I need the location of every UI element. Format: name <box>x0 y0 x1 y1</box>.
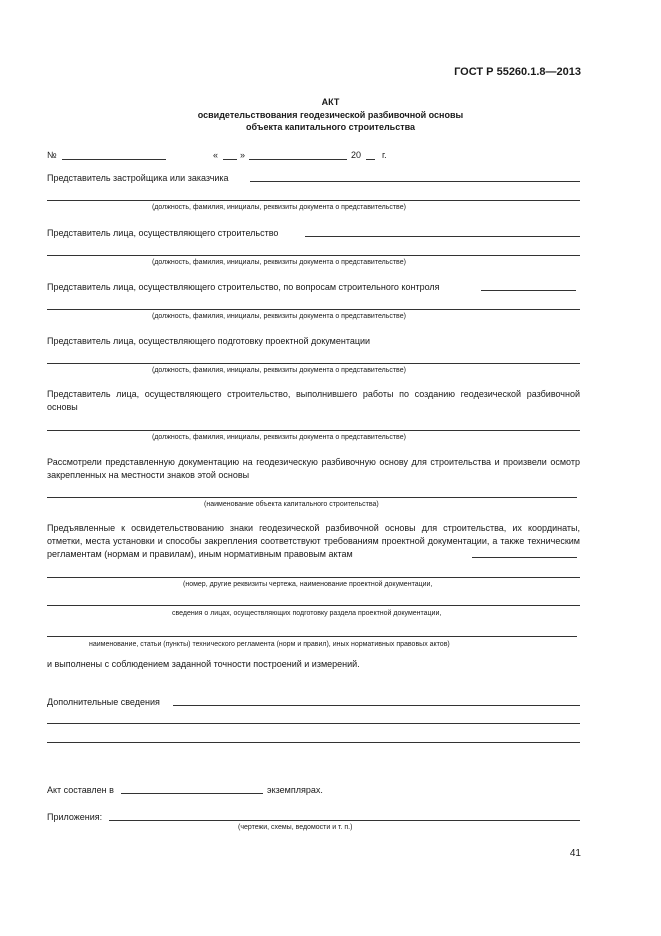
act-subtitle: освидетельствования геодезической разбивочной основы <box>197 110 464 120</box>
designer-label: Представитель лица, осуществляющего подготовку проектной документации <box>47 336 371 346</box>
control-field[interactable] <box>481 290 576 291</box>
geodesy-caption: (должность, фамилия, инициалы, реквизиты документа о представительстве) <box>152 434 406 441</box>
additional-field[interactable] <box>173 705 580 706</box>
copies-field[interactable] <box>121 793 263 794</box>
builder-caption: (должность, фамилия, инициалы, реквизиты документа о представительстве) <box>152 259 406 266</box>
builder-label: Представитель лица, осуществляющего строительство <box>47 228 279 238</box>
builder-field[interactable] <box>305 236 580 237</box>
year-suffix: г. <box>382 150 387 160</box>
day-field[interactable] <box>223 159 237 160</box>
additional-label: Дополнительные сведения <box>47 697 160 707</box>
geodesy-label: Представитель лица, осуществляющего строительство, выполнившего работы по созданию геодезической разбивочной основы <box>47 389 580 412</box>
presented-text: Предъявленные к освидетельствованию знаки геодезической разбивочной основы для строительства, их координаты, отметки, места установки и способы закрепления соответствуют требованиям проектной документации, а также техническим регламентам (нормам и правилам), иным нормативным правовым актам <box>47 523 580 559</box>
regulations-field-2[interactable] <box>47 636 577 637</box>
number-field[interactable] <box>62 159 166 160</box>
standard-code: ГОСТ Р 55260.1.8—2013 <box>454 66 581 78</box>
builder-field-2[interactable] <box>47 255 580 256</box>
accuracy-text: и выполнены с соблюдением заданной точности построений и измерений. <box>47 659 360 669</box>
year-prefix: 20 <box>351 150 362 160</box>
geodesy-field[interactable] <box>47 430 580 431</box>
developer-label: Представитель застройщика или заказчика <box>47 173 229 183</box>
copies-prefix: Акт составлен в <box>47 785 114 795</box>
drawing-field[interactable] <box>47 577 580 578</box>
persons-caption: сведения о лицах, осуществляющих подготовку раздела проектной документации, <box>172 610 442 617</box>
act-title: АКТ <box>321 97 340 107</box>
drawing-caption: (номер, другие реквизиты чертежа, наименование проектной документации, <box>183 581 433 588</box>
additional-field-2[interactable] <box>47 723 580 724</box>
attachments-field[interactable] <box>109 820 580 821</box>
quote-open: « <box>213 150 219 160</box>
act-subtitle-object: объекта капитального строительства <box>245 122 416 132</box>
number-sign: № <box>47 150 57 160</box>
year-field[interactable] <box>366 159 375 160</box>
control-caption: (должность, фамилия, инициалы, реквизиты документа о представительстве) <box>152 313 406 320</box>
copies-suffix: экземплярах. <box>267 785 323 795</box>
control-field-2[interactable] <box>47 309 580 310</box>
regulations-caption: наименование, статьи (пункты) технического регламента (норм и правил), иных нормативных правовых актов) <box>89 641 450 648</box>
quote-close: » <box>240 150 246 160</box>
regulations-field[interactable] <box>472 557 577 558</box>
control-label: Представитель лица, осуществляющего строительство, по вопросам строительного контроля <box>47 282 440 292</box>
object-name-field[interactable] <box>47 497 577 498</box>
developer-field[interactable] <box>250 181 580 182</box>
developer-caption: (должность, фамилия, инициалы, реквизиты документа о представительстве) <box>152 204 406 211</box>
designer-caption: (должность, фамилия, инициалы, реквизиты документа о представительстве) <box>152 367 406 374</box>
persons-field[interactable] <box>47 605 580 606</box>
object-name-caption: (наименование объекта капитального строительства) <box>204 501 379 508</box>
developer-field-2[interactable] <box>47 200 580 201</box>
page-number: 41 <box>569 848 581 859</box>
designer-field[interactable] <box>47 363 580 364</box>
attachments-caption: (чертежи, схемы, ведомости и т. п.) <box>238 824 353 831</box>
attachments-label: Приложения: <box>47 812 103 822</box>
month-field[interactable] <box>249 159 347 160</box>
reviewed-text: Рассмотрели представленную документацию на геодезическую разбивочную основу для строительства и произвели осмотр закрепленных на местности знаков этой основы <box>47 457 580 480</box>
additional-field-3[interactable] <box>47 742 580 743</box>
